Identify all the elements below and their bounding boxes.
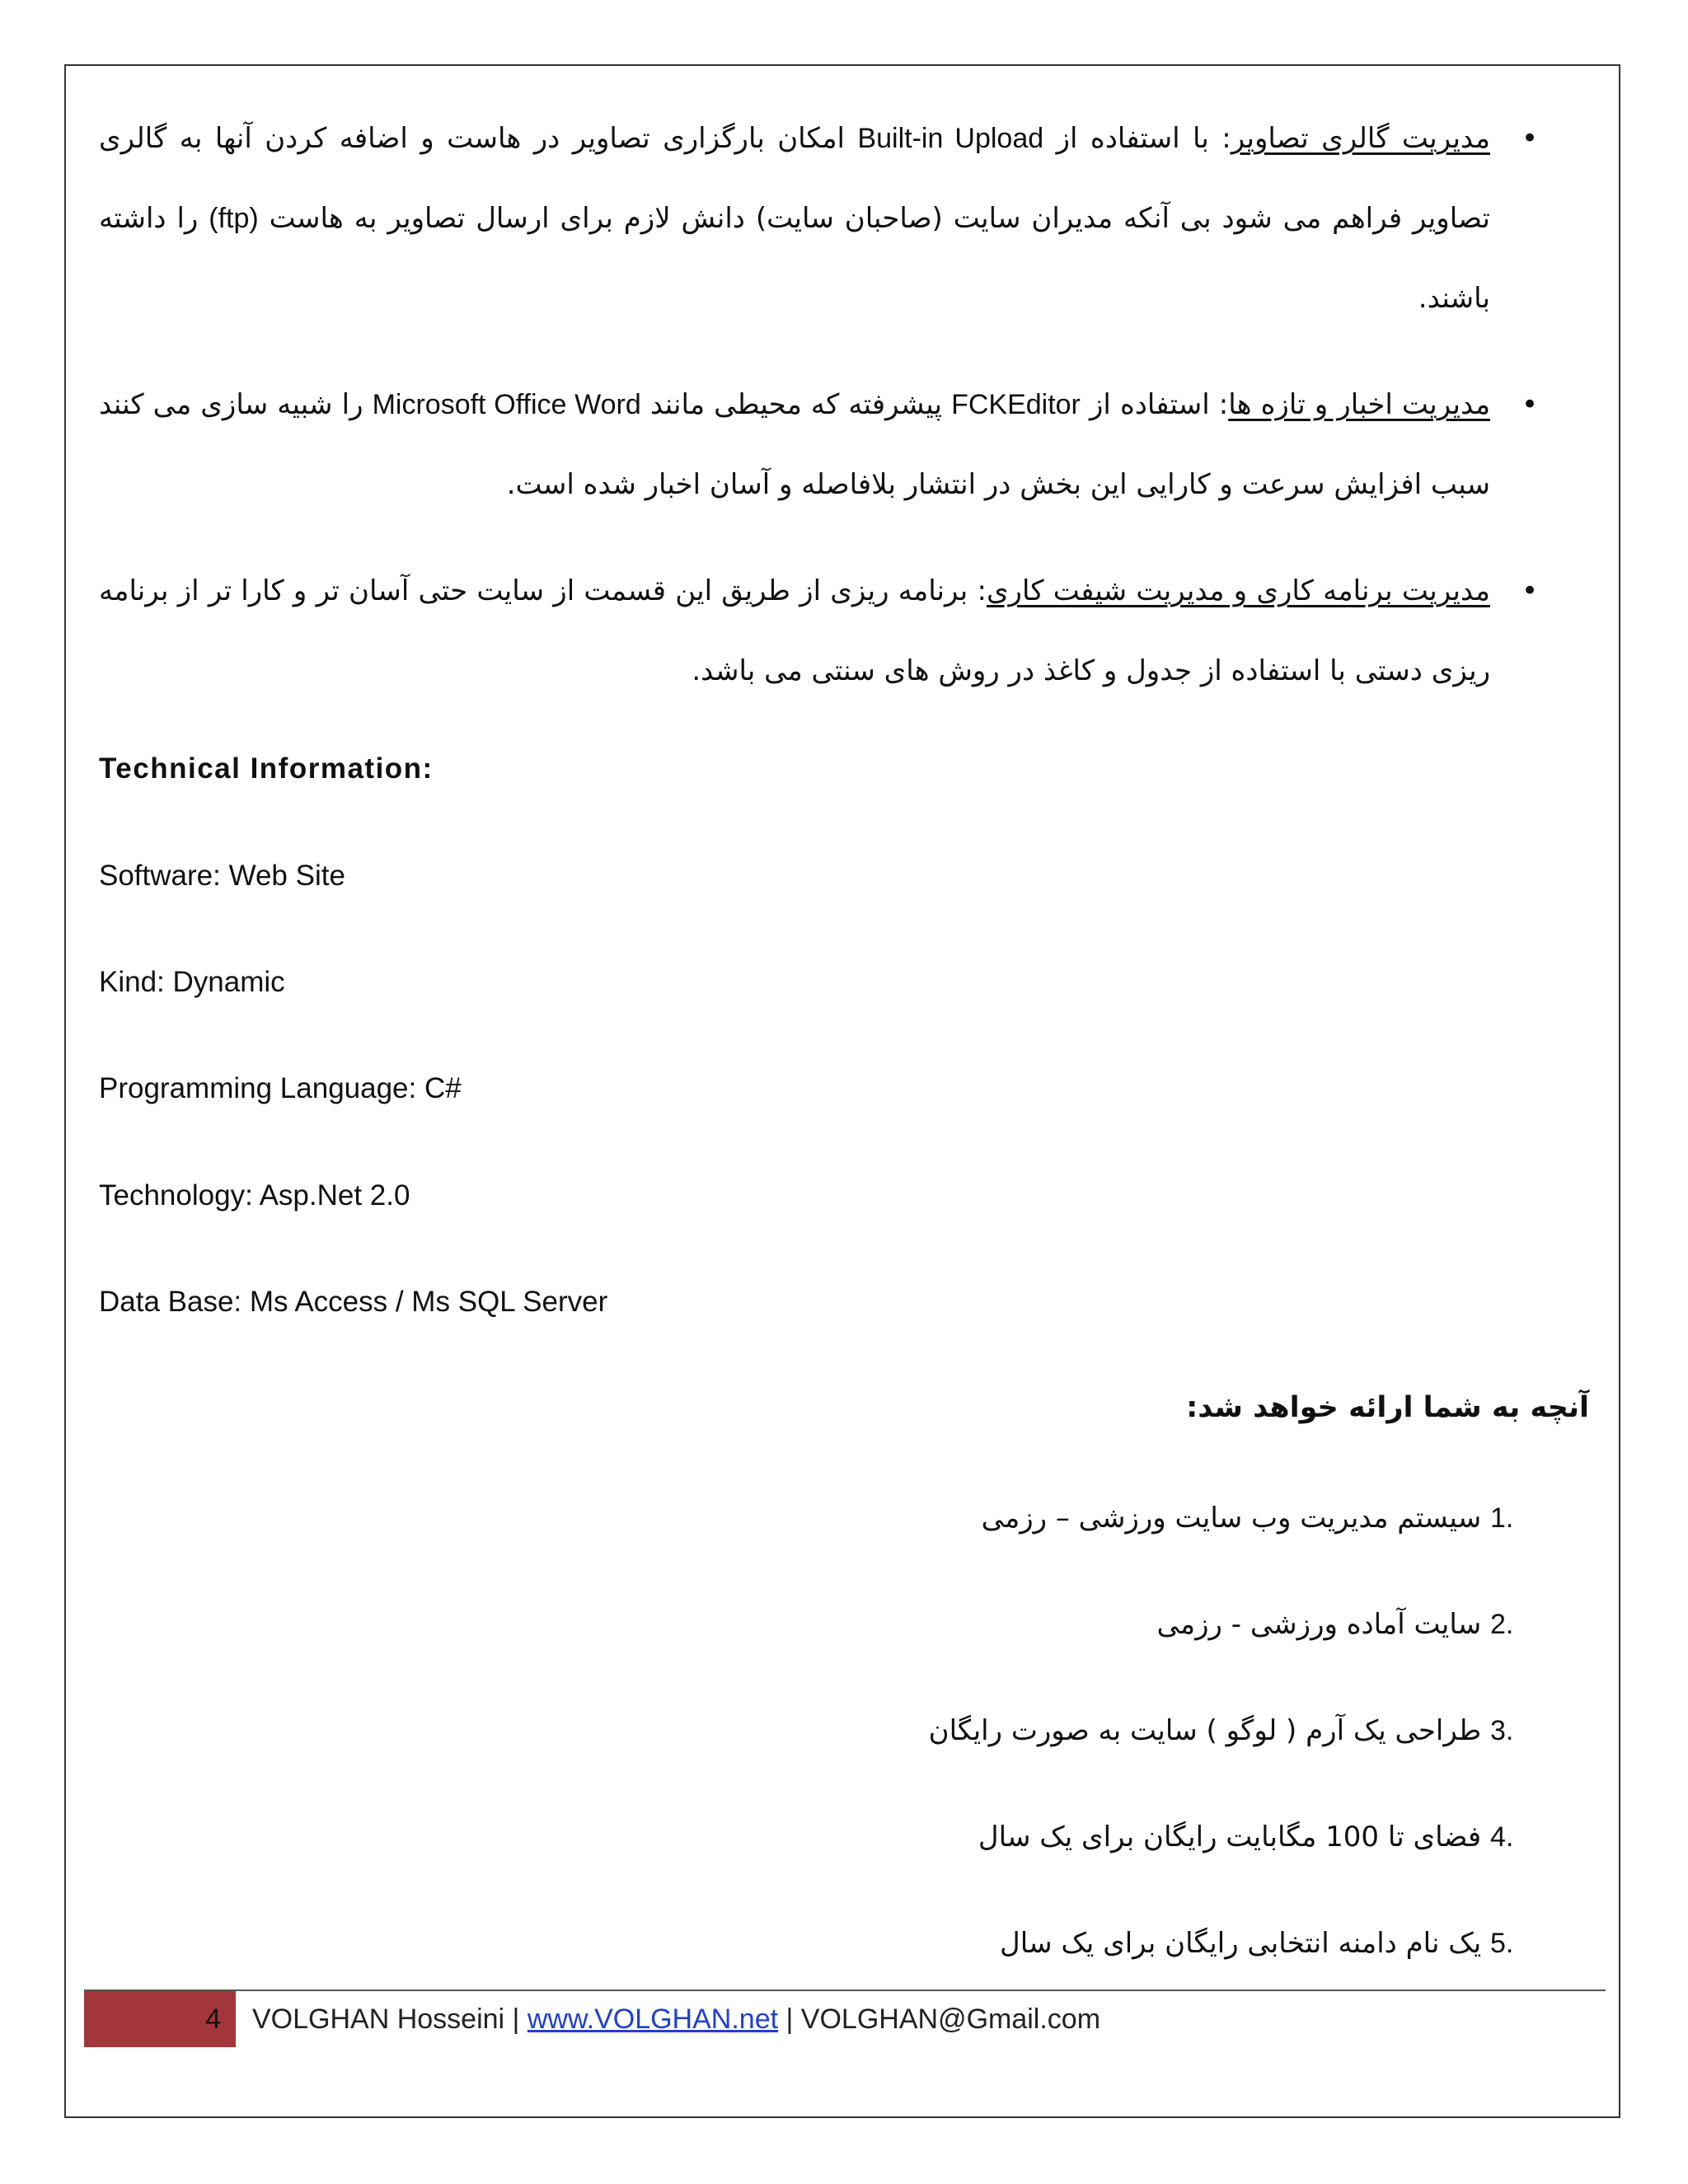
- offer-number: 1.: [1490, 1502, 1514, 1534]
- tech-kind: Kind: Dynamic: [99, 966, 285, 998]
- feature-term: Microsoft Office Word: [372, 389, 641, 420]
- feature-text: : با استفاده از: [1043, 122, 1231, 155]
- offer-number: 2.: [1490, 1609, 1514, 1640]
- tech-technology: Technology: Asp.Net 2.0: [99, 1179, 410, 1212]
- offer-list: [468, 1492, 1540, 2023]
- offer-item: [468, 1492, 1540, 1598]
- bullet-icon: •: [1521, 574, 1538, 607]
- feature-heading: مدیریت برنامه کاری و مدیریت شیفت کاری: [986, 574, 1490, 607]
- page-number-box: [84, 1991, 236, 2047]
- feature-term: Built-in Upload: [857, 123, 1044, 154]
- offer-number: 5.: [1490, 1928, 1514, 1959]
- feature-item-gallery: [99, 99, 1538, 339]
- feature-term: FCKEditor: [951, 389, 1081, 420]
- offer-item: [468, 1704, 1540, 1811]
- technical-heading: Technical Information:: [99, 752, 434, 785]
- tech-software: Software: Web Site: [99, 860, 345, 892]
- footer-separator: |: [504, 2004, 528, 2035]
- page-number: 4: [205, 2004, 221, 2035]
- offer-text: سیستم مدیریت وب سایت ورزشی – رزمی: [981, 1502, 1482, 1535]
- feature-item-schedule: [99, 551, 1538, 711]
- offer-number: 4.: [1490, 1821, 1514, 1853]
- bullet-icon: •: [1521, 388, 1538, 421]
- feature-text: : برنامه ریزی از طریق این قسمت از سایت حتی آسان تر و کارا تر از برنامه ریزی دستی با استفاده از جدول و کاغذ در روش های سنتی می باشد.: [99, 574, 1490, 687]
- feature-text: را شبیه سازی می کنند سبب افزایش سرعت و کارایی این بخش در انتشار بلافاصله و آسان اخبار شده است.: [99, 388, 1490, 501]
- footer-text: [252, 1991, 1100, 2047]
- feature-item-news: [99, 365, 1538, 525]
- feature-text: امکان بارگزاری تصاویر در هاست و اضافه کردن آنها به گالری تصاویر فراهم می شود بی آنکه مدیران سایت (صاحبان سایت) دانش لازم برای ارسال تصاویر به هاست: [99, 122, 1490, 235]
- footer-website-link[interactable]: www.VOLGHAN.net: [527, 2004, 779, 2035]
- offer-text: فضای تا 100 مگابایت رایگان برای یک سال: [978, 1821, 1482, 1854]
- feature-text: : استفاده از: [1080, 388, 1229, 421]
- offer-item: [468, 1811, 1540, 1917]
- feature-list: [99, 99, 1538, 738]
- offer-heading: آنچه به شما ارائه خواهد شد:: [1186, 1391, 1589, 1424]
- tech-language: Programming Language: C#: [99, 1072, 462, 1104]
- feature-heading: مدیریت اخبار و تازه ها: [1228, 388, 1491, 421]
- footer-separator: |: [778, 2004, 801, 2035]
- offer-text: طراحی یک آرم ( لوگو ) سایت به صورت رایگان: [928, 1714, 1482, 1747]
- offer-item: [468, 1598, 1540, 1704]
- footer-author: VOLGHAN Hosseini: [252, 2004, 505, 2035]
- offer-text: سایت آماده ورزشی - رزمی: [1156, 1608, 1482, 1641]
- footer-email: VOLGHAN@Gmail.com: [800, 2004, 1101, 2035]
- bullet-icon: •: [1521, 122, 1538, 155]
- offer-text: یک نام دامنه انتخابی رایگان برای یک سال: [1000, 1927, 1482, 1960]
- feature-term: (ftp): [209, 203, 259, 234]
- feature-text: پیشرفته که محیطی مانند: [640, 388, 952, 421]
- feature-heading: مدیریت گالری تصاویر: [1231, 122, 1490, 155]
- offer-number: 3.: [1490, 1715, 1514, 1746]
- feature-text: را داشته باشند.: [99, 202, 1490, 315]
- tech-database: Data Base: Ms Access / Ms SQL Server: [99, 1286, 608, 1318]
